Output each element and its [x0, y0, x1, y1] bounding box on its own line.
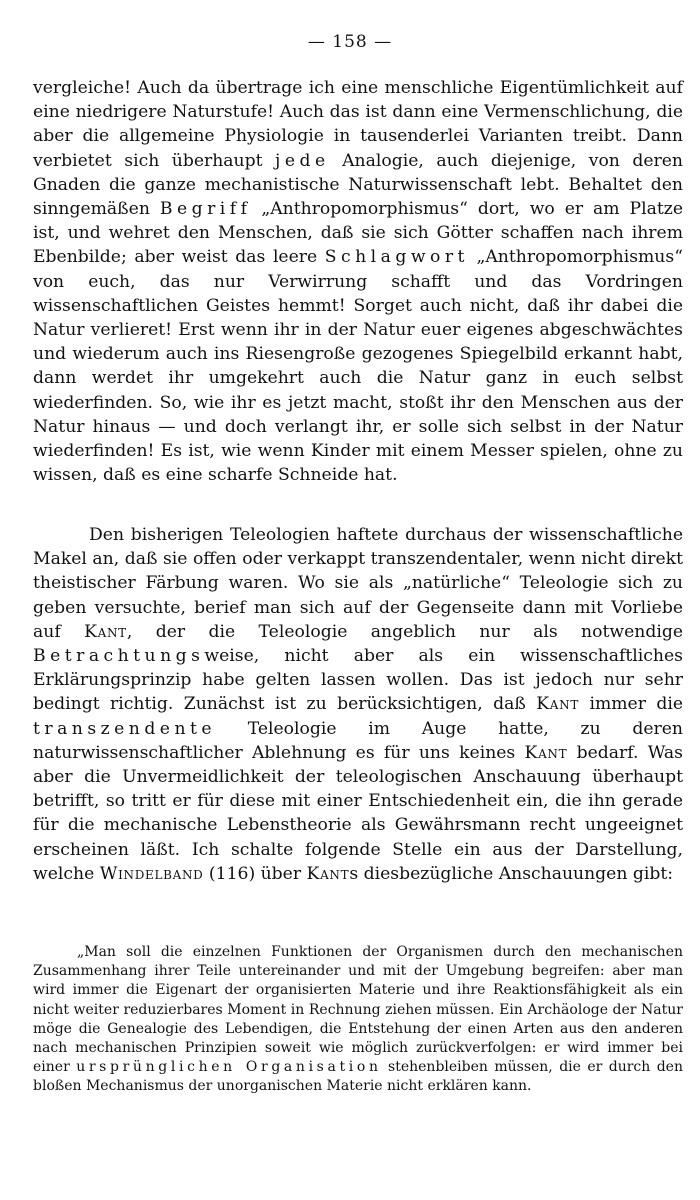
name-smallcaps: Kant: [536, 694, 580, 715]
emphasis-spaced: Begriff: [159, 199, 252, 220]
emphasis-spaced: transzendente: [33, 718, 217, 739]
page-number: — 158 —: [307, 32, 393, 52]
text-run: immer die: [579, 694, 684, 715]
name-smallcaps: Kant: [524, 742, 568, 763]
emphasis-spaced: ursprünglichen Organisation: [76, 1059, 382, 1076]
text-run: , der die Teleologie angeblich nur als notwendige: [126, 621, 683, 642]
name-smallcaps: Windelband: [99, 863, 204, 884]
text-run: bedarf. Was aber die Unvermeidlichkeit der teleologischen Anschauung überhaupt betrifft, so tritt er für diese mit einer Entschiedenheit ein, die ihn gerade für die mechanische Lebenstheorie als Gewährsmann recht ungeeignet erscheinen läßt. Ich schalte folgende Stelle ein aus der Darstellung, welche: [33, 742, 683, 884]
text-run: stehenbleiben müssen, die er durch den bloßen Mechanismus der unorganischen Materie nicht erklären kann.: [33, 1059, 683, 1095]
text-run: „Anthropomorphismus“ dort, wo er am Platze ist, und wehret den Menschen, daß sie sich Götter schaffen nach ihrem Ebenbilde; aber weist das leere: [33, 199, 683, 268]
name-smallcaps: Kant: [306, 863, 350, 884]
emphasis-spaced: Schlagwort: [324, 247, 469, 268]
paragraph-1: [33, 76, 683, 487]
text-run: Analogie, auch diejenige, von deren Gnaden die ganze mechanistische Naturwissenschaft lebt. Behaltet den sinngemäßen: [33, 150, 683, 220]
text-run: Den bisherigen Teleologien haftete durchaus der wissenschaftliche Makel an, daß sie offen oder verkappt transzendentaler, wenn nicht direkt theistischer Färbung waren. Wo sie als „natürliche“ Teleologie sich zu geben versuchte, berief man sich auf der Gegenseite dann mit Vorliebe auf: [33, 525, 683, 642]
block-quote: [33, 943, 683, 1097]
text-run: weise, nicht aber als ein wissenschaftliches Erklärungsprinzip habe gelten lassen wollen. Das ist jedoch nur sehr bedingt richtig. Zunächst ist zu berücksichtigen, daß: [33, 646, 683, 715]
emphasis-spaced: jede: [275, 150, 330, 171]
text-run: s diesbezügliche Anschauungen gibt:: [349, 863, 674, 884]
emphasis-spaced: Betrachtungs: [33, 646, 205, 667]
text-run: (116) über: [203, 863, 307, 884]
text-run: „Anthropomorphismus“ von euch, das nur Verwirrung schafft und das Vordringen wissenschaftlichen Geistes hemmt! Sorget auch nicht, daß ihr dabei die Natur verlieret! Erst wenn ihr in der Natur euer eigenes abgeschwächtes und wiederum auch ins Riesengroße gezogenes Spiegelbild erkannt habt, dann werdet ihr umgekehrt auch die Natur ganz in euch selbst wiederfinden. So, wie ihr es jetzt macht, stoßt ihr den Menschen aus der Natur hinaus — und doch verlangt ihr, er solle sich selbst in der Natur wiederfinden! Es ist, wie wenn Kinder mit einem Messer spielen, ohne zu wissen, daß es eine scharfe Schneide hat.: [33, 247, 683, 486]
text-run: vergleiche! Auch da übertrage ich eine menschliche Eigentümlichkeit auf eine niedrigere Naturstufe! Auch das ist dann eine Vermenschlichung, die aber die allgemeine Physiologie in tausenderlei Varianten treibt. Dann verbietet sich überhaupt: [33, 78, 683, 171]
text-run: „Man soll die einzelnen Funktionen der Organismen durch den mechanischen Zusammenhang ihrer Teile untereinander und mit der Umgebung begreifen: aber man wird immer die Eigenart der organisierten Materie und ihre Reaktionsfähigkeit als ein nicht weiter reduzierbares Moment in Rechnung ziehen müssen. Ein Archäologe der Natur möge die Genealogie des Lebendigen, die Entstehung der einen Arten aus den anderen nach mechanischen Prinzipien soweit wie möglich zurückverfolgen: er wird immer bei einer: [33, 944, 683, 1076]
paragraph-2: [33, 523, 683, 886]
text-run: Teleologie im Auge hatte, zu deren naturwissenschaftlicher Ablehnung es für uns keines: [33, 718, 683, 763]
name-smallcaps: Kant: [84, 621, 127, 642]
